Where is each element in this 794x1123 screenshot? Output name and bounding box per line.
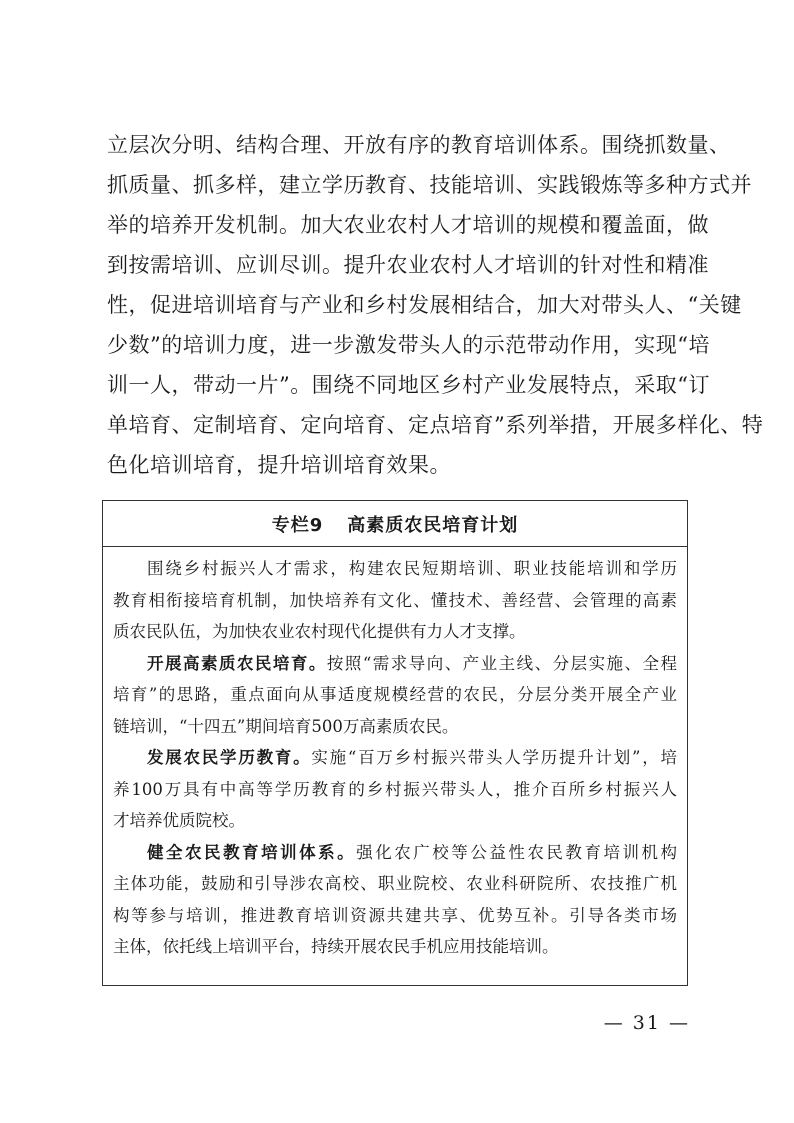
section-text: 按照“需求导向、产业主线、分层实施、全程: [326, 653, 678, 673]
column-title: 高素质农民培育计划: [347, 514, 519, 536]
section-heading: 发展农民学历教育。: [147, 748, 312, 767]
section-line: 构等参与培训，推进教育培训资源共建共享、优势互补。引导各类市场: [113, 905, 677, 925]
column-label: 专栏9: [271, 514, 324, 536]
body-line: 到按需培训、应训尽训。提升农业农村人才培训的针对性和精准: [107, 253, 709, 277]
section-line: 才培养优质院校。: [113, 811, 245, 830]
section-first-line: [113, 837, 677, 869]
section-first-line: [113, 648, 677, 680]
column-body: [103, 547, 687, 963]
body-line: 抓质量、抓多样，建立学历教育、技能培训、实践锻炼等多种方式并: [107, 173, 752, 197]
section-line: 养100万具有中高等学历教育的乡村振兴带头人，推介百所乡村振兴人: [113, 779, 677, 799]
section-heading: 开展高素质农民培育。: [147, 653, 327, 673]
body-line: 立层次分明、结构合理、开放有序的教育培训体系。围绕抓数量、: [107, 133, 731, 157]
column-intro-line: 质农民队伍，为加快农业农村现代化提供有力人才支撑。: [113, 622, 526, 641]
section-line: 主体功能，鼓励和引导涉农高校、职业院校、农业科研院所、农技推广机: [113, 874, 677, 893]
body-line: 举的培养开发机制。加大农业农村人才培训的规模和覆盖面，做: [107, 213, 709, 237]
section-heading: 健全农民教育培训体系。: [147, 842, 357, 862]
section-text: 实施“百万乡村振兴带头人学历提升计划”，培: [311, 748, 678, 767]
section-line: 培育”的思路，重点面向从事适度规模经营的农民，分层分类开展全产业: [113, 685, 677, 704]
section-text: 强化农广校等公益性农民教育培训机构: [356, 842, 678, 862]
page-number: — 31 —: [603, 1012, 690, 1034]
section-line: 主体，依托线上培训平台，持续开展农民手机应用技能培训。: [113, 937, 559, 956]
special-column-box: [102, 500, 688, 986]
body-line: 单培育、定制培育、定向培育、定点培育”系列举措，开展多样化、特: [107, 413, 764, 437]
column-intro-line: 围绕乡村振兴人才需求，构建农民短期培训、职业技能培训和学历: [147, 559, 677, 578]
body-line: 色化培训培育，提升培训培育效果。: [107, 453, 451, 477]
body-line: 性，促进培训培育与产业和乡村发展相结合，加大对带头人、“关键: [107, 293, 742, 317]
column-title-bar: [103, 501, 687, 547]
section-line: 链培训，“十四五”期间培育500万高素质农民。: [113, 716, 459, 736]
section-first-line: [113, 742, 677, 774]
column-intro-line: 教育相衔接培育机制，加快培养有文化、懂技术、善经营、会管理的高素: [113, 590, 677, 610]
body-line: 少数”的培训力度，进一步激发带头人的示范带动作用，实现“培: [107, 333, 710, 357]
body-line: 训一人，带动一片”。围绕不同地区乡村产业发展特点，采取“订: [107, 373, 710, 397]
body-paragraph: [107, 125, 764, 485]
